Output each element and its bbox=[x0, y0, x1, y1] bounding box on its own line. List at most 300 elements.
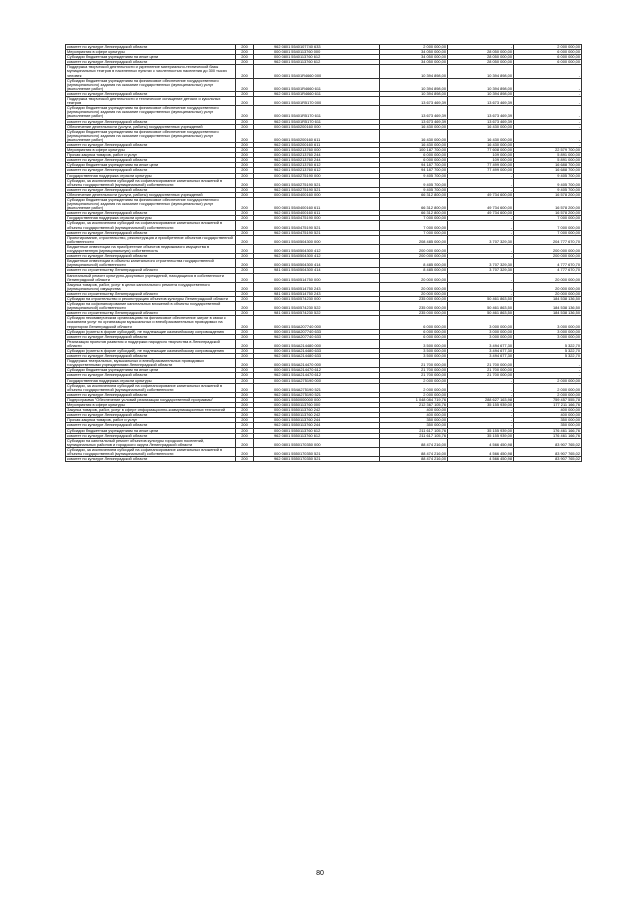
row-name-cell: комитет по культуре Ленинградской области bbox=[66, 168, 236, 173]
row-classification-cell: 000 0801 5540504300 412 bbox=[254, 244, 380, 253]
table-row bbox=[66, 78, 582, 91]
row-remainder-cell: 176 461 166,76 bbox=[514, 433, 582, 438]
row-remainder-cell: - bbox=[514, 97, 582, 106]
row-executed-cell: - bbox=[448, 45, 514, 50]
row-code-cell: 200 bbox=[236, 106, 254, 119]
table-row bbox=[66, 244, 582, 253]
row-classification-cell: 000 0801 5540504300 414 bbox=[254, 259, 380, 268]
row-code-cell: 200 bbox=[236, 339, 254, 348]
row-classification-cell: 000 0801 5550170350 521 bbox=[254, 447, 380, 456]
row-plan-cell: 9 405 700,00 bbox=[380, 187, 448, 192]
row-executed-cell: 3 494 677,30 bbox=[448, 349, 514, 354]
row-executed-cell: 16 430 000,00 bbox=[448, 129, 514, 142]
row-executed-cell: - bbox=[448, 291, 514, 296]
row-name-cell: комитет по культуре Ленинградской области bbox=[66, 211, 236, 216]
row-classification-cell: 000 0801 55401R5170 000 bbox=[254, 97, 380, 106]
row-plan-cell: 13 673 469,39 bbox=[380, 119, 448, 124]
row-plan-cell: 235 000 000,00 bbox=[380, 296, 448, 301]
row-plan-cell: 20 000 000,00 bbox=[380, 291, 448, 296]
row-executed-cell: - bbox=[448, 230, 514, 235]
row-executed-cell: 49 734 600,00 bbox=[448, 211, 514, 216]
row-plan-cell: 66 312 800,00 bbox=[380, 211, 448, 216]
row-plan-cell: 13 673 469,39 bbox=[380, 97, 448, 106]
row-executed-cell: 77 499 000,00 bbox=[448, 163, 514, 168]
row-name-cell: Мероприятия в сфере культуры bbox=[66, 403, 236, 408]
table-row bbox=[66, 198, 582, 211]
row-classification-cell: 000 0801 5540213760 612 bbox=[254, 163, 380, 168]
row-code-cell: 200 bbox=[236, 438, 254, 447]
row-name-cell: Субсидии, за исключением субсидий на софинансирование капитальных вложений в объекты государственной (муниципальной) собственности bbox=[66, 383, 236, 392]
row-name-cell: Мероприятия в сфере культуры bbox=[66, 148, 236, 153]
row-code-cell: 200 bbox=[236, 230, 254, 235]
row-remainder-cell: 7 000 000,00 bbox=[514, 216, 582, 221]
row-remainder-cell: 6 000 000,00 bbox=[514, 60, 582, 65]
row-classification-cell: 962 0801 5550113760 612 bbox=[254, 433, 380, 438]
row-code-cell: 200 bbox=[236, 373, 254, 378]
row-executed-cell: 109 000,00 bbox=[448, 158, 514, 163]
table-row bbox=[66, 259, 582, 268]
row-executed-cell: - bbox=[448, 378, 514, 383]
row-classification-cell: 000 0801 554A207740 000 bbox=[254, 316, 380, 329]
row-plan-cell: 400 000,00 bbox=[380, 408, 448, 413]
row-executed-cell: 16 430 000,00 bbox=[448, 142, 514, 147]
table-row bbox=[66, 302, 582, 311]
row-plan-cell: 88 474 216,00 bbox=[380, 457, 448, 462]
row-plan-cell: 10 394 898,00 bbox=[380, 78, 448, 91]
row-remainder-cell: - bbox=[514, 106, 582, 119]
row-name-cell: Субсидии на капитальный ремонт объектов культуры городских поселений, муниципальных районов и городского округа Ленинградской области bbox=[66, 438, 236, 447]
row-plan-cell: 3 500 000,00 bbox=[380, 339, 448, 348]
row-code-cell: 200 bbox=[236, 316, 254, 329]
row-code-cell: 200 bbox=[236, 91, 254, 96]
row-executed-cell: - bbox=[448, 383, 514, 392]
row-executed-cell: 50 461 863,50 bbox=[448, 296, 514, 301]
row-plan-cell: 208 485 000,00 bbox=[380, 235, 448, 244]
row-executed-cell: 3 707 329,30 bbox=[448, 235, 514, 244]
row-plan-cell: 3 500 000,00 bbox=[380, 354, 448, 359]
row-remainder-cell: 16 578 200,00 bbox=[514, 192, 582, 197]
row-classification-cell: 000 0801 5540275190 521 bbox=[254, 178, 380, 187]
row-name-cell: Капитальный ремонт культурно-досуговых учреждений, находящихся в собственности Ленинградской области bbox=[66, 273, 236, 282]
row-remainder-cell: 16 578 200,00 bbox=[514, 211, 582, 216]
row-executed-cell: 4 566 450,98 bbox=[448, 447, 514, 456]
row-plan-cell: 6 000 000,00 bbox=[380, 153, 448, 158]
budget-table bbox=[65, 44, 582, 462]
row-code-cell: 200 bbox=[236, 221, 254, 230]
row-classification-cell: 000 0801 5550113760 244 bbox=[254, 418, 380, 423]
row-name-cell: Субсидии, за исключением субсидий на софинансирование капитальных вложений в объекты государственной (муниципальной) собственности bbox=[66, 178, 236, 187]
row-classification-cell: 962 0801 5550113760 244 bbox=[254, 423, 380, 428]
row-remainder-cell: 184 538 136,50 bbox=[514, 296, 582, 301]
row-plan-cell: 8 485 000,00 bbox=[380, 259, 448, 268]
row-code-cell: 200 bbox=[236, 428, 254, 433]
row-code-cell: 200 bbox=[236, 359, 254, 368]
row-classification-cell: 962 0801 554A207740 633 bbox=[254, 334, 380, 339]
row-remainder-cell: - bbox=[514, 373, 582, 378]
row-code-cell: 200 bbox=[236, 153, 254, 158]
row-executed-cell: - bbox=[448, 244, 514, 253]
row-code-cell: 200 bbox=[236, 142, 254, 147]
row-remainder-cell: 7 000 000,00 bbox=[514, 221, 582, 230]
row-remainder-cell: 3 000 000,00 bbox=[514, 329, 582, 334]
row-remainder-cell: 16 688 700,00 bbox=[514, 168, 582, 173]
row-name-cell: Мероприятия в сфере культуры bbox=[66, 50, 236, 55]
row-code-cell: 200 bbox=[236, 235, 254, 244]
row-plan-cell: 235 000 000,00 bbox=[380, 311, 448, 316]
row-code-cell: 200 bbox=[236, 178, 254, 187]
row-remainder-cell: - bbox=[514, 65, 582, 78]
row-classification-cell: 000 0801 5540200160 611 bbox=[254, 129, 380, 142]
row-remainder-cell: 3 000 000,00 bbox=[514, 316, 582, 329]
table-row bbox=[66, 316, 582, 329]
row-plan-cell: 66 312 800,00 bbox=[380, 192, 448, 197]
row-code-cell: 200 bbox=[236, 423, 254, 428]
row-executed-cell: 16 430 000,00 bbox=[448, 124, 514, 129]
row-plan-cell: 66 312 800,00 bbox=[380, 198, 448, 211]
table-row bbox=[66, 97, 582, 106]
row-code-cell: 200 bbox=[236, 273, 254, 282]
row-remainder-cell: - bbox=[514, 91, 582, 96]
row-classification-cell: 000 0801 5540113760 000 bbox=[254, 50, 380, 55]
row-remainder-cell: 22 579 700,00 bbox=[514, 148, 582, 153]
row-name-cell: Поддержка творческой деятельности и техническое оснащение детских и кукольных театров bbox=[66, 97, 236, 106]
row-name-cell: комитет по строительству Ленинградской области bbox=[66, 291, 236, 296]
row-classification-cell: 962 0801 5540113760 612 bbox=[254, 60, 380, 65]
row-name-cell: Прочая закупка товаров, работ и услуг bbox=[66, 153, 236, 158]
row-name-cell: Субсидии бюджетным учреждениям на иные цели bbox=[66, 163, 236, 168]
row-executed-cell: 77 499 000,00 bbox=[448, 168, 514, 173]
row-executed-cell: - bbox=[448, 423, 514, 428]
row-classification-cell: 000 0801 554A275190 521 bbox=[254, 383, 380, 392]
row-name-cell: комитет по культуре Ленинградской области bbox=[66, 45, 236, 50]
row-executed-cell: - bbox=[448, 221, 514, 230]
row-classification-cell: 981 0801 5540504300 414 bbox=[254, 268, 380, 273]
row-remainder-cell: 20 000 000,00 bbox=[514, 282, 582, 291]
row-remainder-cell: 9 405 700,00 bbox=[514, 178, 582, 187]
row-classification-cell: 981 0801 5540574230 522 bbox=[254, 311, 380, 316]
table-row bbox=[66, 383, 582, 392]
row-name-cell: комитет по строительству Ленинградской области bbox=[66, 311, 236, 316]
row-name-cell: комитет по строительству Ленинградской области bbox=[66, 268, 236, 273]
row-remainder-cell: 200 000 000,00 bbox=[514, 244, 582, 253]
row-plan-cell: 6 000 000,00 bbox=[380, 158, 448, 163]
row-code-cell: 200 bbox=[236, 158, 254, 163]
row-code-cell: 200 bbox=[236, 418, 254, 423]
budget-table-body bbox=[66, 45, 582, 462]
row-code-cell: 200 bbox=[236, 216, 254, 221]
row-classification-cell: 981 0801 5540514750 243 bbox=[254, 291, 380, 296]
row-classification-cell: 962 0801 5540400160 611 bbox=[254, 211, 380, 216]
row-remainder-cell: 400 000,00 bbox=[514, 408, 582, 413]
row-classification-cell: 962 0801 5540504300 412 bbox=[254, 254, 380, 259]
row-executed-cell: 13 673 469,39 bbox=[448, 119, 514, 124]
table-row bbox=[66, 339, 582, 348]
row-code-cell: 200 bbox=[236, 124, 254, 129]
row-executed-cell: - bbox=[448, 273, 514, 282]
table-row bbox=[66, 447, 582, 456]
row-name-cell: Подпрограмма "Обеспечение условий реализации государственной программы" bbox=[66, 397, 236, 402]
row-executed-cell: 13 673 469,39 bbox=[448, 97, 514, 106]
row-remainder-cell: 200 000 000,00 bbox=[514, 254, 582, 259]
row-plan-cell: 9 405 700,00 bbox=[380, 178, 448, 187]
row-classification-cell: 000 0801 5550113760 612 bbox=[254, 428, 380, 433]
row-plan-cell: 94 187 700,00 bbox=[380, 163, 448, 168]
row-executed-cell: - bbox=[448, 254, 514, 259]
row-remainder-cell: 5 322,70 bbox=[514, 339, 582, 348]
row-plan-cell: 10 394 898,00 bbox=[380, 91, 448, 96]
row-plan-cell: 6 000 000,00 bbox=[380, 316, 448, 329]
row-code-cell: 200 bbox=[236, 291, 254, 296]
table-row bbox=[66, 65, 582, 78]
row-plan-cell: 2 000 000,00 bbox=[380, 45, 448, 50]
row-classification-cell: 000 0801 554A214470 612 bbox=[254, 368, 380, 373]
row-code-cell: 200 bbox=[236, 168, 254, 173]
row-remainder-cell: 5 891 000,00 bbox=[514, 153, 582, 158]
row-code-cell: 200 bbox=[236, 282, 254, 291]
row-code-cell: 200 bbox=[236, 334, 254, 339]
row-remainder-cell: - bbox=[514, 124, 582, 129]
row-name-cell: комитет по культуре Ленинградской области bbox=[66, 158, 236, 163]
row-name-cell: комитет по культуре Ленинградской области bbox=[66, 254, 236, 259]
row-remainder-cell: 83 907 765,02 bbox=[514, 447, 582, 456]
row-remainder-cell: - bbox=[514, 368, 582, 373]
row-classification-cell: 000 0801 5540213760 000 bbox=[254, 148, 380, 153]
row-classification-cell: 000 0801 5550170350 000 bbox=[254, 438, 380, 447]
row-remainder-cell: 2 000 000,00 bbox=[514, 378, 582, 383]
row-code-cell: 200 bbox=[236, 413, 254, 418]
row-name-cell: Государственная поддержка отрасли культуры bbox=[66, 173, 236, 178]
row-remainder-cell: - bbox=[514, 359, 582, 368]
row-code-cell: 200 bbox=[236, 198, 254, 211]
row-remainder-cell: 184 538 136,50 bbox=[514, 302, 582, 311]
row-classification-cell: 000 0801 55401R4660 611 bbox=[254, 78, 380, 91]
row-name-cell: Субсидии бюджетным учреждениям на финансовое обеспечение государственного (муниципального) задания на оказание государственных (муниципальных) услуг (выполнение работ) bbox=[66, 78, 236, 91]
row-classification-cell: 000 0801 5540574230 522 bbox=[254, 302, 380, 311]
row-code-cell: 200 bbox=[236, 148, 254, 153]
row-executed-cell: - bbox=[448, 282, 514, 291]
row-name-cell: комитет по культуре Ленинградской области bbox=[66, 354, 236, 359]
row-classification-cell: 000 0801 5540475190 000 bbox=[254, 216, 380, 221]
row-executed-cell: 21 700 000,00 bbox=[448, 359, 514, 368]
row-classification-cell: 000 0801 55401R5170 611 bbox=[254, 106, 380, 119]
row-classification-cell: 962 0801 5550170350 521 bbox=[254, 457, 380, 462]
row-remainder-cell: 204 777 670,70 bbox=[514, 235, 582, 244]
row-executed-cell: - bbox=[448, 413, 514, 418]
row-name-cell: Субсидии, за исключением субсидий на софинансирование капитальных вложений в объекты государственной (муниципальной) собственности bbox=[66, 447, 236, 456]
row-executed-cell: 77 608 000,00 bbox=[448, 148, 514, 153]
row-classification-cell: 000 0801 5540574230 000 bbox=[254, 296, 380, 301]
row-name-cell: комитет по культуре Ленинградской области bbox=[66, 142, 236, 147]
row-executed-cell: - bbox=[448, 187, 514, 192]
row-code-cell: 200 bbox=[236, 457, 254, 462]
row-plan-cell: 16 430 000,00 bbox=[380, 129, 448, 142]
row-plan-cell: 6 000 000,00 bbox=[380, 334, 448, 339]
row-name-cell: Субсидии, за исключением субсидий на софинансирование капитальных вложений в объекты государственной (муниципальной) собственности bbox=[66, 221, 236, 230]
row-code-cell: 200 bbox=[236, 368, 254, 373]
row-remainder-cell: 759 457 555,78 bbox=[514, 397, 582, 402]
row-name-cell: Бюджетные инвестиции на приобретение объектов недвижимого имущества в государственную (муниципальную) собственность bbox=[66, 244, 236, 253]
row-name-cell: Государственная поддержка отрасли культуры bbox=[66, 216, 236, 221]
row-name-cell: Закупка товаров, работ, услуг в целях капитального ремонта государственного (муниципального) имущества bbox=[66, 282, 236, 291]
row-executed-cell: 28 050 000,00 bbox=[448, 55, 514, 60]
row-code-cell: 200 bbox=[236, 192, 254, 197]
row-code-cell: 200 bbox=[236, 403, 254, 408]
row-code-cell: 200 bbox=[236, 354, 254, 359]
row-remainder-cell: 5 322,70 bbox=[514, 354, 582, 359]
row-classification-cell: 000 0801 5540475190 521 bbox=[254, 221, 380, 230]
row-classification-cell: 000 0801 5550113760 242 bbox=[254, 408, 380, 413]
row-executed-cell: 3 000 000,00 bbox=[448, 334, 514, 339]
row-plan-cell: 94 187 700,00 bbox=[380, 168, 448, 173]
row-plan-cell: 20 000 000,00 bbox=[380, 273, 448, 282]
row-executed-cell: 21 700 000,00 bbox=[448, 373, 514, 378]
row-plan-cell: 6 000 000,00 bbox=[380, 329, 448, 334]
row-name-cell: Проектирование, строительство, реконструкция и приобретение объектов государственной собственности bbox=[66, 235, 236, 244]
row-classification-cell: 962 0801 5540275190 521 bbox=[254, 187, 380, 192]
row-classification-cell: 000 0801 5540213760 244 bbox=[254, 153, 380, 158]
row-plan-cell: 350 000,00 bbox=[380, 418, 448, 423]
row-executed-cell: 10 394 898,00 bbox=[448, 65, 514, 78]
row-executed-cell: 10 394 898,00 bbox=[448, 78, 514, 91]
row-code-cell: 200 bbox=[236, 302, 254, 311]
budget-table-sheet bbox=[65, 44, 581, 462]
row-name-cell: комитет по культуре Ленинградской области bbox=[66, 60, 236, 65]
row-remainder-cell: 184 538 136,50 bbox=[514, 311, 582, 316]
row-code-cell: 200 bbox=[236, 329, 254, 334]
row-name-cell: комитет по культуре Ленинградской области bbox=[66, 433, 236, 438]
row-classification-cell: 000 0801 554A275190 000 bbox=[254, 378, 380, 383]
row-plan-cell: 88 474 216,00 bbox=[380, 438, 448, 447]
row-code-cell: 200 bbox=[236, 408, 254, 413]
row-classification-cell: 000 0801 5540504300 000 bbox=[254, 235, 380, 244]
row-executed-cell: 3 707 329,30 bbox=[448, 259, 514, 268]
row-executed-cell: - bbox=[448, 418, 514, 423]
row-executed-cell: 50 461 863,50 bbox=[448, 311, 514, 316]
row-executed-cell: 50 461 863,50 bbox=[448, 302, 514, 311]
row-code-cell: 200 bbox=[236, 392, 254, 397]
row-code-cell: 200 bbox=[236, 268, 254, 273]
row-plan-cell: 2 000 000,00 bbox=[380, 392, 448, 397]
row-code-cell: 200 bbox=[236, 78, 254, 91]
row-executed-cell: 3 494 677,30 bbox=[448, 339, 514, 348]
row-executed-cell: 49 734 600,00 bbox=[448, 192, 514, 197]
row-name-cell: Обеспечение деятельности (услуги, работы) государственных учреждений bbox=[66, 124, 236, 129]
row-executed-cell: - bbox=[448, 408, 514, 413]
row-plan-cell: 7 000 000,00 bbox=[380, 221, 448, 230]
row-classification-cell: 000 0801 5540400160 000 bbox=[254, 192, 380, 197]
row-plan-cell: 100 187 700,00 bbox=[380, 148, 448, 153]
row-code-cell: 200 bbox=[236, 259, 254, 268]
row-name-cell: комитет по культуре Ленинградской области bbox=[66, 413, 236, 418]
row-classification-cell: 000 0801 55401R4660 000 bbox=[254, 65, 380, 78]
table-row bbox=[66, 273, 582, 282]
row-remainder-cell: - bbox=[514, 129, 582, 142]
row-remainder-cell: 9 405 700,00 bbox=[514, 173, 582, 178]
row-name-cell: Субсидии (гранты в форме субсидий), не подлежащие казначейскому сопровождению bbox=[66, 329, 236, 334]
row-plan-cell: 34 050 000,00 bbox=[380, 60, 448, 65]
row-classification-cell: 962 0801 5540200160 611 bbox=[254, 142, 380, 147]
row-remainder-cell: 2 000 000,00 bbox=[514, 383, 582, 392]
row-executed-cell: 28 050 000,00 bbox=[448, 50, 514, 55]
row-plan-cell: 1 048 084 719,76 bbox=[380, 397, 448, 402]
row-code-cell: 200 bbox=[236, 383, 254, 392]
row-name-cell: Субсидии бюджетным учреждениям на иные цели bbox=[66, 55, 236, 60]
row-remainder-cell: 4 777 670,70 bbox=[514, 259, 582, 268]
row-plan-cell: 21 700 000,00 bbox=[380, 368, 448, 373]
row-code-cell: 200 bbox=[236, 45, 254, 50]
row-plan-cell: 88 474 216,00 bbox=[380, 447, 448, 456]
row-code-cell: 200 bbox=[236, 447, 254, 456]
row-executed-cell: 3 000 000,00 bbox=[448, 329, 514, 334]
row-classification-cell: 000 0801 5550113760 000 bbox=[254, 403, 380, 408]
row-name-cell: комитет по культуре Ленинградской области bbox=[66, 334, 236, 339]
row-classification-cell: 000 0801 5540113760 612 bbox=[254, 55, 380, 60]
row-name-cell: Субсидии бюджетным учреждениям на иные цели bbox=[66, 368, 236, 373]
row-code-cell: 200 bbox=[236, 296, 254, 301]
row-remainder-cell: 20 000 000,00 bbox=[514, 291, 582, 296]
row-code-cell: 200 bbox=[236, 173, 254, 178]
row-remainder-cell: 16 688 700,00 bbox=[514, 163, 582, 168]
row-executed-cell: 10 394 898,00 bbox=[448, 91, 514, 96]
row-executed-cell: 28 050 000,00 bbox=[448, 60, 514, 65]
row-plan-cell: 9 405 700,00 bbox=[380, 173, 448, 178]
row-plan-cell: 200 000 000,00 bbox=[380, 244, 448, 253]
table-row bbox=[66, 235, 582, 244]
row-name-cell: Закупка товаров, работ, услуг в сфере информационно-коммуникационных технологий bbox=[66, 408, 236, 413]
row-plan-cell: 200 000 000,00 bbox=[380, 254, 448, 259]
row-name-cell: комитет по культуре Ленинградской области bbox=[66, 423, 236, 428]
row-plan-cell: 20 000 000,00 bbox=[380, 282, 448, 291]
row-plan-cell: 8 485 000,00 bbox=[380, 268, 448, 273]
row-remainder-cell: - bbox=[514, 142, 582, 147]
row-code-cell: 200 bbox=[236, 349, 254, 354]
row-name-cell: комитет по культуре Ленинградской области bbox=[66, 230, 236, 235]
row-code-cell: 200 bbox=[236, 97, 254, 106]
table-row bbox=[66, 178, 582, 187]
row-code-cell: 200 bbox=[236, 60, 254, 65]
row-remainder-cell: 2 000 000,00 bbox=[514, 392, 582, 397]
row-classification-cell: 962 0801 55401R5170 611 bbox=[254, 119, 380, 124]
row-executed-cell: - bbox=[448, 178, 514, 187]
table-row bbox=[66, 129, 582, 142]
row-code-cell: 200 bbox=[236, 119, 254, 124]
row-plan-cell: 3 500 000,00 bbox=[380, 349, 448, 354]
row-name-cell: Субсидии бюджетным учреждениям на финансовое обеспечение государственного (муниципального) задания на оказание государственных (муниципальных) услуг (выполнение работ) bbox=[66, 106, 236, 119]
row-name-cell: комитет по культуре Ленинградской области bbox=[66, 187, 236, 192]
row-plan-cell: 16 430 000,00 bbox=[380, 124, 448, 129]
row-code-cell: 200 bbox=[236, 187, 254, 192]
row-classification-cell: 000 0801 5540200160 000 bbox=[254, 124, 380, 129]
row-plan-cell: 211 617 105,76 bbox=[380, 433, 448, 438]
row-remainder-cell: 83 907 765,02 bbox=[514, 438, 582, 447]
row-code-cell: 200 bbox=[236, 211, 254, 216]
row-executed-cell: 3 494 677,30 bbox=[448, 354, 514, 359]
table-row bbox=[66, 221, 582, 230]
row-executed-cell: - bbox=[448, 173, 514, 178]
table-row bbox=[66, 106, 582, 119]
row-executed-cell: 288 627 163,98 bbox=[448, 397, 514, 402]
row-remainder-cell: - bbox=[514, 78, 582, 91]
row-code-cell: 200 bbox=[236, 378, 254, 383]
row-classification-cell: 962 0801 5540213760 612 bbox=[254, 168, 380, 173]
row-classification-cell: 962 0801 554A214480 633 bbox=[254, 354, 380, 359]
row-name-cell: комитет по культуре Ленинградской области bbox=[66, 91, 236, 96]
row-classification-cell: 962 0801 554A275190 521 bbox=[254, 392, 380, 397]
row-plan-cell: 400 000,00 bbox=[380, 413, 448, 418]
row-name-cell: Субсидии бюджетным учреждениям на финансовое обеспечение государственного (муниципального) задания на оказание государственных (муниципальных) услуг (выполнение работ) bbox=[66, 198, 236, 211]
row-code-cell: 200 bbox=[236, 311, 254, 316]
row-plan-cell: 7 000 000,00 bbox=[380, 216, 448, 221]
